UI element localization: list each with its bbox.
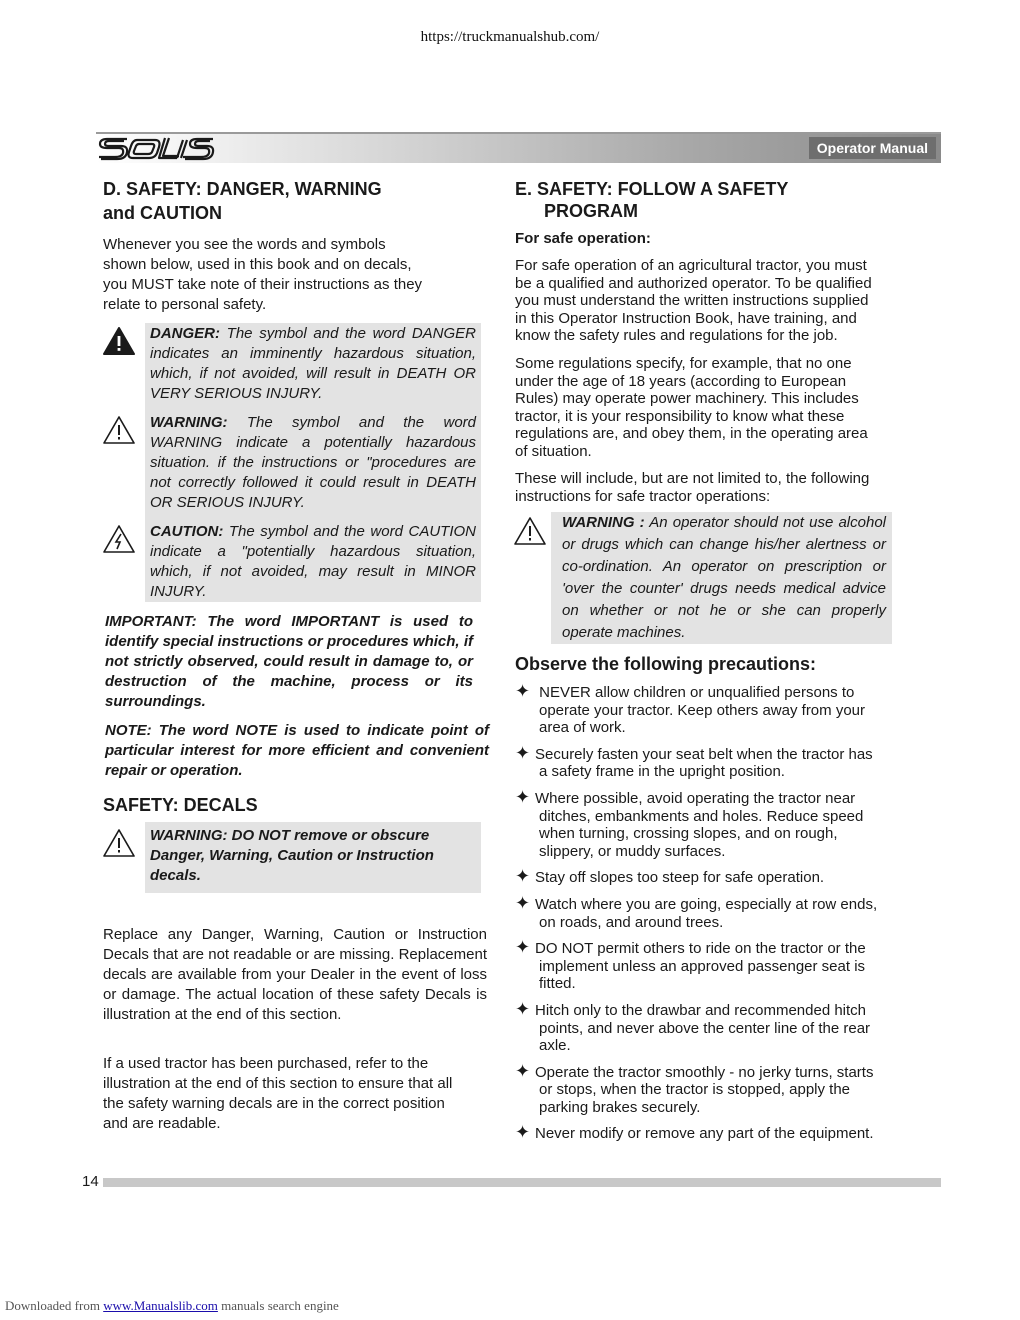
precaution-text: fitted.	[539, 975, 576, 993]
warning-label: WARNING:	[150, 414, 228, 431]
precaution-item	[515, 1124, 915, 1143]
used-tractor-line: illustration at the end of this section to ensure that all	[103, 1075, 453, 1092]
caution-icon	[101, 523, 137, 555]
footer-bar	[103, 1178, 941, 1187]
section-e-title	[515, 177, 915, 223]
download-credit	[5, 1298, 339, 1314]
precaution-text: DO NOT permit others to ride on the tractor or the	[535, 940, 866, 958]
precaution-text: implement unless an approved passenger seat is	[539, 957, 866, 975]
bullet-icon: ✦	[515, 786, 531, 807]
section-d-title-line2: and CAUTION	[103, 203, 222, 223]
precaution-text: or stops, when the tractor is stopped, apply the	[539, 1081, 851, 1099]
precaution-text: Watch where you are going, especially at row ends,	[535, 895, 878, 913]
para-line: be a qualified and authorized operator. To be qualified	[515, 274, 872, 292]
top-url: https://truckmanualshub.com/	[420, 29, 600, 45]
precaution-text: axle.	[539, 1037, 571, 1055]
section-e-title-line1: E. SAFETY: FOLLOW A SAFETY	[515, 179, 789, 199]
precaution-item	[515, 892, 915, 931]
danger-label: DANGER:	[150, 325, 220, 342]
para-line: under the age of 18 years (according to European	[515, 372, 847, 390]
precaution-item	[515, 998, 915, 1055]
para-line: instructions for safe tractor operations:	[515, 487, 771, 505]
warning-definition	[150, 413, 476, 513]
bullet-icon: ✦	[515, 892, 531, 913]
download-prefix: Downloaded from	[5, 1298, 104, 1313]
decals-warning	[150, 826, 470, 886]
precaution-text: Never modify or remove any part of the equipment.	[535, 1125, 874, 1143]
bullet-icon: ✦	[515, 1122, 531, 1143]
manualslib-link[interactable]: www.Manualslib.com	[103, 1298, 218, 1313]
bullet-icon: ✦	[515, 1060, 531, 1081]
used-tractor-line: If a used tractor has been purchased, refer to the	[103, 1055, 429, 1072]
important-text: IMPORTANT: The word IMPORTANT is used to identify special instructions or procedures which, if not strictly observed, could result in damage to, or destruction of the machine, process or its surroundings.	[105, 613, 473, 710]
precautions-title: Observe the following precautions:	[515, 654, 817, 674]
precaution-text: Operate the tractor smoothly - no jerky turns, starts	[535, 1063, 874, 1081]
precautions-list	[515, 683, 915, 1143]
danger-text: The symbol and the word DANGER indicates an imminently hazardous situation, which, if not avoided, will result in DEATH OR VERY SERIOUS INJURY.	[150, 325, 476, 402]
used-tractor-line: the safety warning decals are in the correct position	[103, 1095, 445, 1112]
precaution-item	[515, 683, 915, 737]
safe-operation-paragraph	[515, 257, 915, 345]
precaution-text: when turning, crossing slopes, and on rough,	[539, 825, 838, 843]
precaution-text: operate your tractor. Keep others away from your	[539, 701, 865, 719]
intro-line: shown below, used in this book and on decals,	[103, 256, 412, 273]
caution-text: The symbol and the word CAUTION indicate a "potentially hazardous situation, which, if not avoided, may result in MINOR INJURY.	[150, 523, 476, 600]
para-line: These will include, but are not limited to, the following	[515, 470, 870, 487]
precaution-text: ditches, embankments and holes. Reduce speed	[539, 807, 864, 825]
bullet-icon: ✦	[515, 866, 531, 887]
precaution-item	[515, 786, 915, 860]
section-d-title	[103, 177, 493, 225]
para-line: tractor, it is your responsibility to know what these	[515, 407, 845, 425]
precaution-text: Where possible, avoid operating the tractor near	[535, 789, 856, 807]
precaution-item	[515, 868, 915, 887]
precaution-text: a safety frame in the upright position.	[539, 763, 785, 781]
para-line: you must understand the written instructions supplied	[515, 292, 869, 310]
caution-definition	[150, 522, 476, 602]
precaution-text: area of work.	[539, 719, 626, 737]
warning-icon	[101, 414, 137, 446]
precaution-item	[515, 939, 915, 993]
safe-operation-heading: For safe operation:	[515, 230, 651, 247]
used-tractor-paragraph	[103, 1054, 493, 1134]
precaution-text: points, and never above the center line of the rear	[539, 1019, 871, 1037]
para-line: know the safety rules and regulations for the job.	[515, 327, 838, 345]
note-text-block	[105, 721, 489, 781]
precaution-text: on roads, and around trees.	[539, 913, 724, 931]
precaution-text: slippery, or muddy surfaces.	[539, 842, 726, 860]
replace-decals-text: Replace any Danger, Warning, Caution or Instruction Decals that are not readable or are missing. Replacement decals are available from your Dealer in the event of loss or damage. The actual location of these safety Decals is illustration at the end of this section.	[103, 926, 487, 1023]
intro-line: Whenever you see the words and symbols	[103, 236, 386, 253]
download-suffix: manuals search engine	[217, 1298, 339, 1313]
danger-definition	[150, 324, 476, 404]
precaution-text: Stay off slopes too steep for safe operation.	[535, 869, 825, 887]
regulations-paragraph	[515, 355, 915, 461]
alcohol-warning-text: An operator should not use alcohol or drugs which can change his/her alertness or co-ordination. An operator on prescription or 'over the counter' drugs needs medical advice on whether or not he or she can properly operate machines.	[562, 514, 886, 641]
precaution-item	[515, 1060, 915, 1117]
para-line: of situation.	[515, 442, 592, 460]
page-number: 14	[82, 1173, 99, 1190]
section-e-title-line2: PROGRAM	[544, 201, 638, 221]
note-text: NOTE: The word NOTE is used to indicate point of particular interest for more efficient and convenient repair or operation.	[105, 722, 489, 779]
para-line: in this Operator Instruction Book, have training, and	[515, 309, 857, 327]
danger-icon	[101, 325, 137, 357]
section-d-title-line1: D. SAFETY: DANGER, WARNING	[103, 179, 382, 199]
precaution-text: parking brakes securely.	[539, 1098, 701, 1116]
solis-logo	[97, 134, 215, 162]
used-tractor-line: and are readable.	[103, 1115, 221, 1132]
intro-line: relate to personal safety.	[103, 296, 267, 313]
intro-paragraph	[103, 235, 493, 315]
para-line: Rules) may operate power machinery. This includes	[515, 390, 859, 408]
important-note	[105, 612, 473, 712]
bullet-icon: ✦	[515, 998, 531, 1019]
instructions-paragraph	[515, 470, 915, 505]
warning-icon	[512, 515, 548, 547]
caution-label: CAUTION:	[150, 523, 224, 540]
decals-title: SAFETY: DECALS	[103, 795, 258, 815]
bullet-icon: ✦	[515, 681, 531, 701]
warning-text: The symbol and the word WARNING indicate a potentially hazardous situation. if the instructions or "procedures are not correctly followed it could result in DEATH OR SERIOUS INJURY.	[150, 414, 476, 511]
decals-warning-text: WARNING: DO NOT remove or obscure Danger, Warning, Caution or Instruction decals.	[150, 827, 434, 884]
para-line: regulations are, and obey them, in the operating area	[515, 425, 868, 443]
intro-line: you MUST take note of their instructions as they	[103, 276, 423, 293]
replace-decals-paragraph	[103, 925, 487, 1025]
alcohol-warning	[562, 512, 886, 644]
para-line: Some regulations specify, for example, that no one	[515, 355, 852, 372]
section-label: Operator Manual	[809, 137, 936, 159]
precaution-text: NEVER allow children or unqualified persons to	[535, 684, 855, 701]
precaution-text: Hitch only to the drawbar and recommended hitch	[535, 1001, 867, 1019]
para-line: For safe operation of an agricultural tractor, you must	[515, 257, 867, 274]
alcohol-warning-label: WARNING :	[562, 514, 645, 531]
precaution-text: Securely fasten your seat belt when the tractor has	[535, 745, 873, 763]
warning-icon	[101, 827, 137, 859]
header-divider	[96, 132, 941, 134]
bullet-icon: ✦	[515, 742, 531, 763]
precaution-item	[515, 742, 915, 781]
bullet-icon: ✦	[515, 937, 531, 958]
